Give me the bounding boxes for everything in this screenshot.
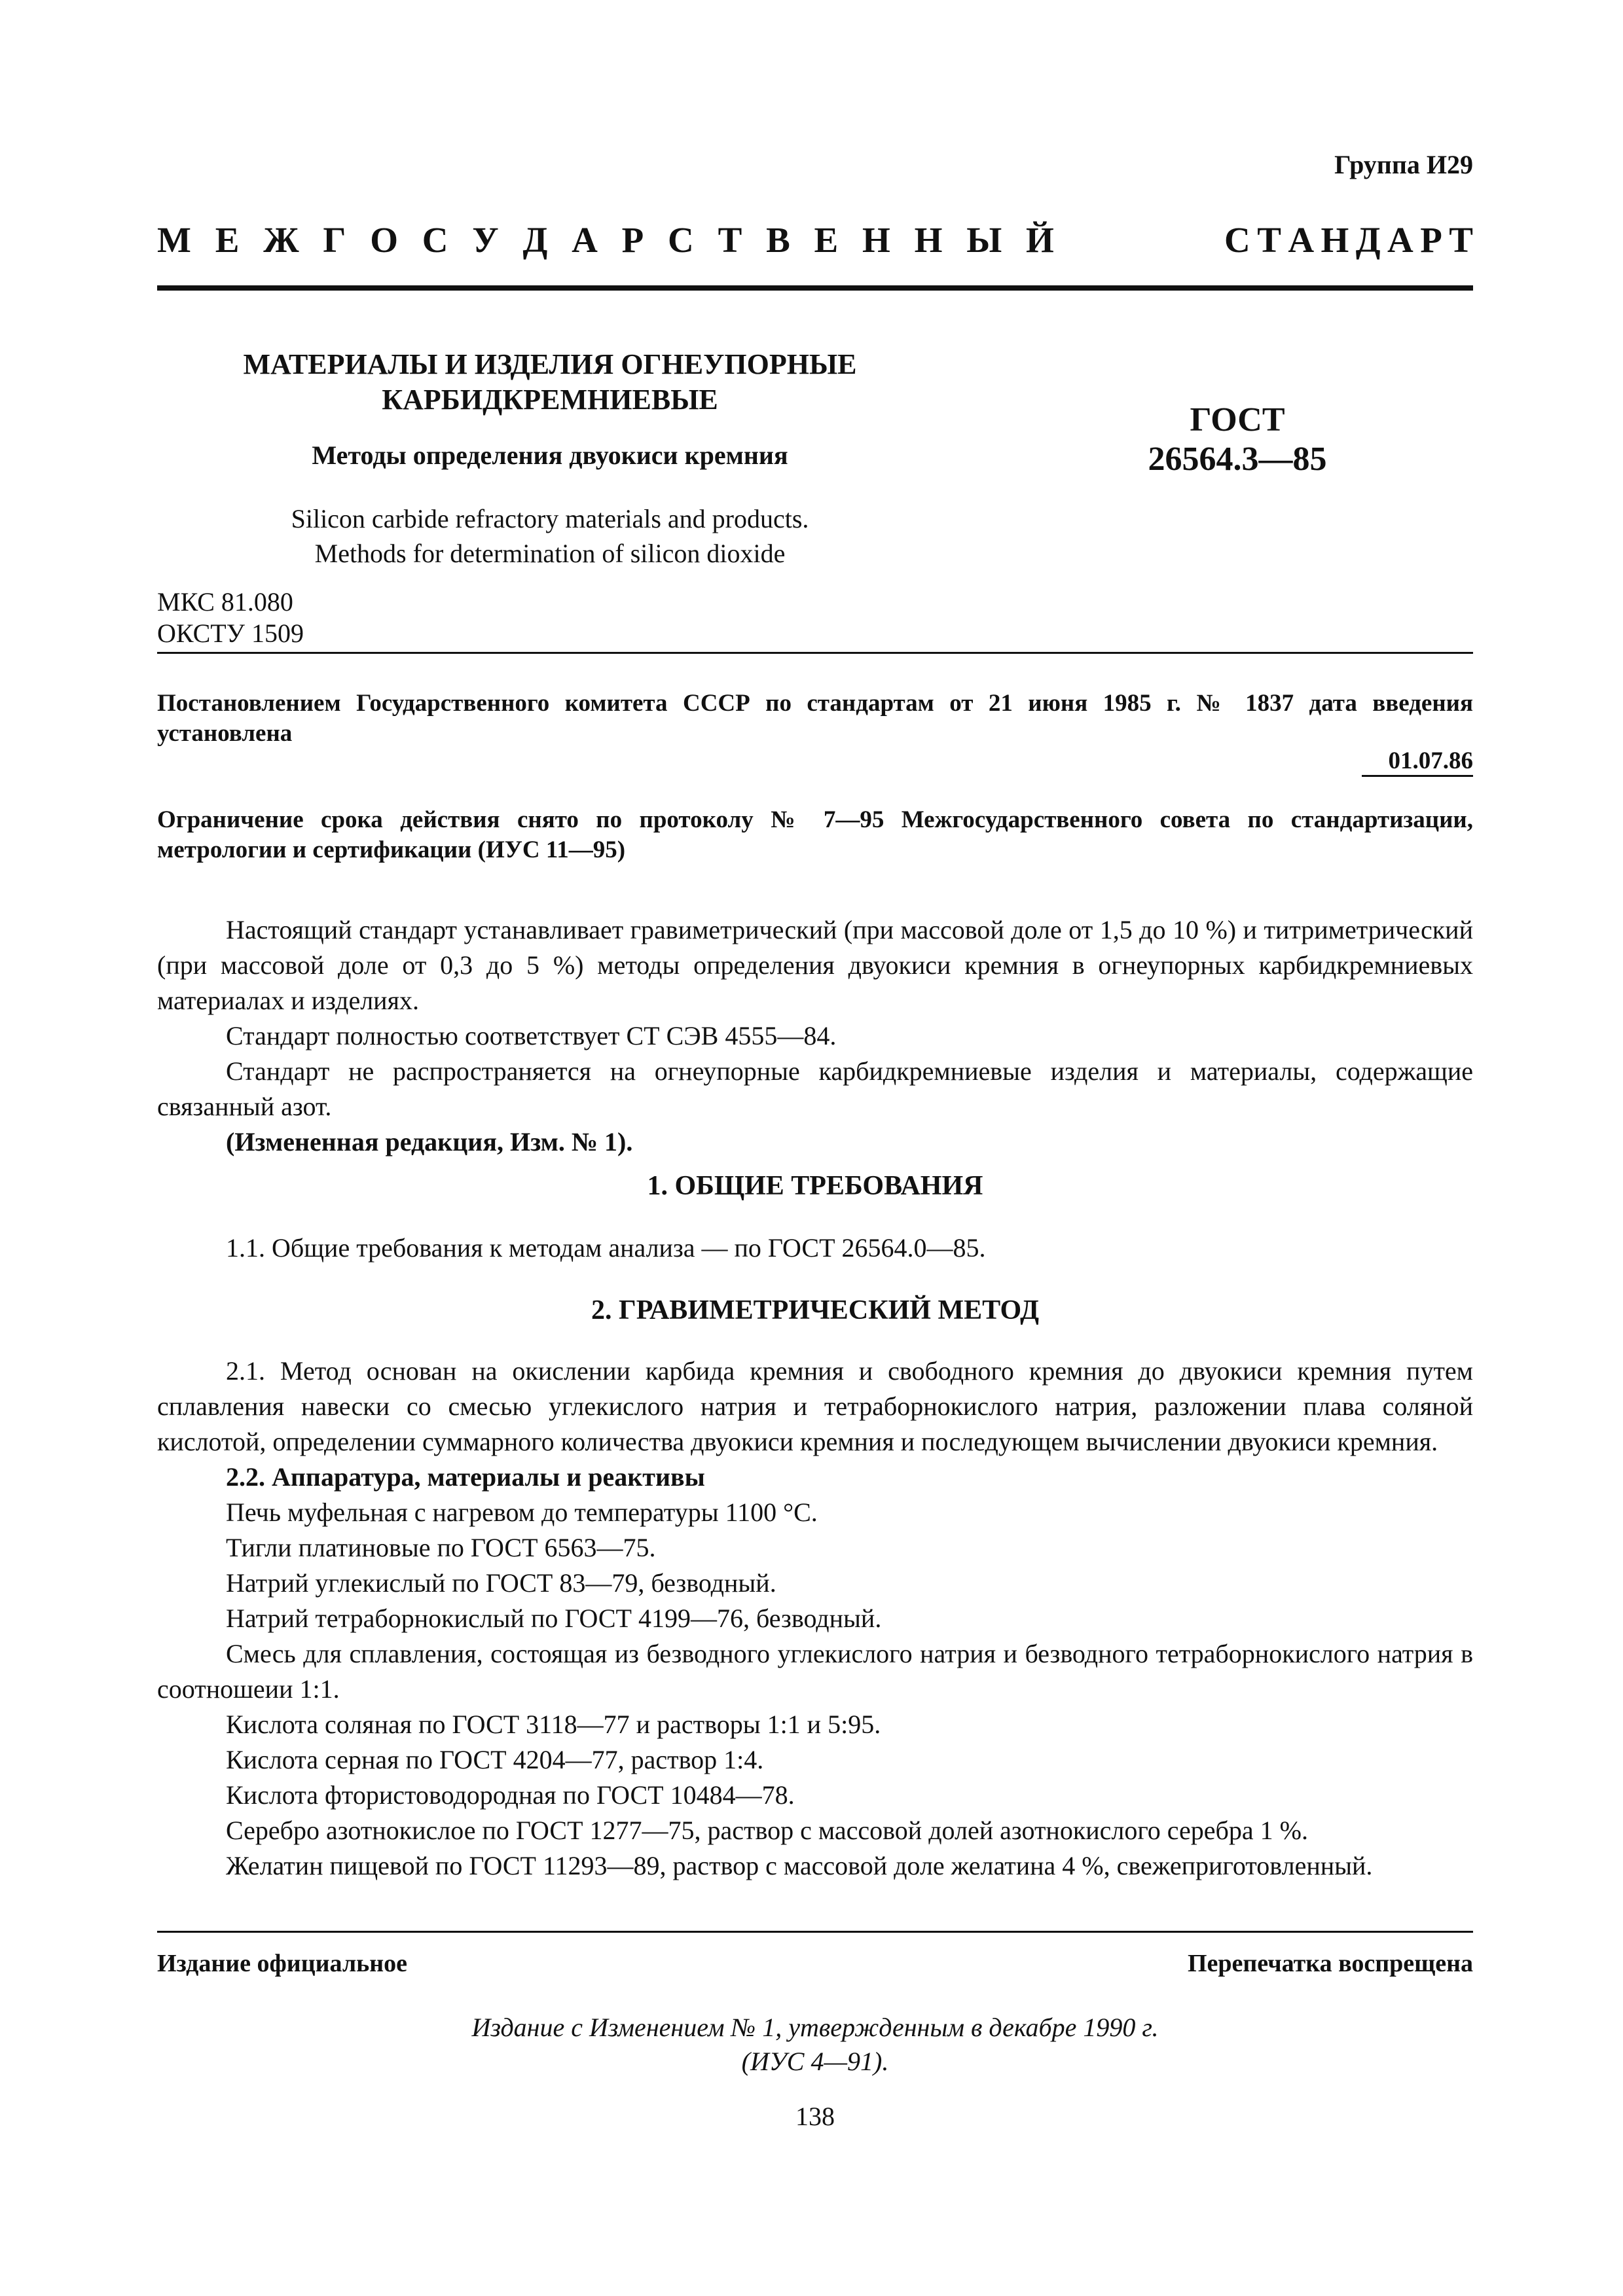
section-1-heading: 1. ОБЩИЕ ТРЕБОВАНИЯ — [647, 1171, 983, 1201]
standard-banner — [157, 219, 1473, 272]
banner-letter: С — [422, 220, 448, 260]
banner-letter: Р — [621, 220, 644, 260]
footer-row — [157, 1949, 1473, 1978]
banner-letter: С — [668, 220, 694, 260]
banner-letter: Е — [814, 220, 839, 260]
title-line-2: КАРБИДКРЕМНИЕВЫЕ — [382, 384, 718, 416]
banner-letter: Т — [718, 220, 742, 260]
section-2-heading: 2. ГРАВИМЕТРИЧЕСКИЙ МЕТОД — [591, 1295, 1040, 1325]
classification-codes — [157, 586, 304, 649]
clause-2-2-heading: 2.2. Аппаратура, материалы и реактивы — [226, 1462, 705, 1492]
banner-letter: Р — [1420, 220, 1442, 260]
intro-block — [157, 912, 1473, 1160]
intro-paragraph-3: Стандарт не распространяется на огнеупорные карбидкремниевые изделия и материалы, содержащие связанный азот. — [157, 1056, 1473, 1121]
decree-date: 01.07.86 — [1388, 747, 1473, 774]
clause-2-1: 2.1. Метод основан на окислении карбида кремния и свободного кремния до двуокиси кремния путем сплавления навески со смесью углекислого натрия и тетраборнокислого натрия, разложении плава соляной кислотой, определении суммарного количества двуокиси кремния и последующем вычислении двуокиси кремния. — [157, 1356, 1473, 1456]
section-1-body — [157, 1230, 1473, 1266]
banner-letter: Й — [1026, 220, 1054, 260]
equipment-item: Кислота фтористоводородная по ГОСТ 10484—78. — [226, 1780, 795, 1810]
banner-letter: С — [1224, 220, 1250, 260]
edition-note — [157, 2011, 1473, 2079]
equipment-item: Натрий углекислый по ГОСТ 83—79, безводный. — [226, 1568, 776, 1598]
banner-letter: Т — [1449, 220, 1473, 260]
banner-word-interstate — [157, 219, 1054, 272]
equipment-item: Тигли платиновые по ГОСТ 6563—75. — [226, 1533, 656, 1562]
fusion-mixture-item: Смесь для сплавления, состоящая из безводного углекислого натрия и безводного тетраборнокислого натрия в соотношеии 1:1. — [157, 1639, 1473, 1704]
official-edition-label: Издание официальное — [157, 1950, 408, 1977]
group-label: Группа И29 — [1334, 150, 1473, 179]
gost-number: 26564.3—85 — [1148, 440, 1327, 478]
banner-letter: М — [157, 220, 191, 260]
english-title — [196, 501, 903, 571]
page-number: 138 — [795, 2102, 835, 2131]
footer-rule — [157, 1931, 1473, 1933]
banner-letter: Н — [1321, 220, 1349, 260]
gost-designation — [1074, 401, 1401, 479]
title-line-1: МАТЕРИАЛЫ И ИЗДЕЛИЯ ОГНЕУПОРНЫЕ — [243, 348, 857, 380]
header-rule — [157, 285, 1473, 291]
banner-letter: У — [472, 220, 499, 260]
banner-letter: Ж — [263, 220, 299, 260]
banner-letter: Т — [1257, 220, 1281, 260]
limitation-text: Ограничение срока действия снято по протоколу № 7—95 Межгосударственного совета по стандартизации, метрологии и сертификации (ИУС 11—95) — [157, 806, 1473, 863]
intro-paragraph-1: Настоящий стандарт устанавливает гравиметрический (при массовой доле от 1,5 до 10 %) и титриметрический (при массовой доле от 0,3 до 5 %) методы определения двуокиси кремния в огнеупорных карбидкремниевых материалах и изделиях. — [157, 915, 1473, 1015]
banner-letter: Д — [522, 220, 548, 260]
edition-note-line-1: Издание с Изменением № 1, утвержденным в декабре 1990 г. — [471, 2013, 1159, 2042]
banner-letter: Н — [862, 220, 890, 260]
amendment-note: (Измененная редакция, Изм. № 1). — [226, 1127, 633, 1157]
gost-label: ГОСТ — [1190, 401, 1285, 439]
gelatin-item: Желатин пищевой по ГОСТ 11293—89, раствор с массовой доле желатина 4 %, свежеприготовленный. — [226, 1851, 1373, 1880]
banner-letter: Е — [215, 220, 240, 260]
banner-letter: В — [766, 220, 790, 260]
equipment-item: Кислота соляная по ГОСТ 3118—77 и растворы 1:1 и 5:95. — [226, 1710, 881, 1739]
reprint-prohibited-label: Перепечатка воспрещена — [1187, 1950, 1473, 1977]
document-subtitle: Методы определения двуокиси кремния — [312, 440, 788, 470]
banner-letter: А — [1387, 220, 1413, 260]
banner-letter: А — [1288, 220, 1315, 260]
clause-1-1: 1.1. Общие требования к методам анализа — по ГОСТ 26564.0—85. — [226, 1233, 986, 1263]
edition-note-line-2: (ИУС 4—91). — [741, 2047, 889, 2076]
banner-letter: Н — [914, 220, 943, 260]
banner-word-standard — [1224, 219, 1473, 272]
date-underline — [1362, 775, 1473, 777]
banner-letter: О — [370, 220, 398, 260]
okstu-code: ОКСТУ 1509 — [157, 619, 304, 648]
decree-text: Постановлением Государственного комитета СССР по стандартам от 21 июня 1985 г. № 1837 дата введения установлена — [157, 690, 1473, 747]
equipment-item: Натрий тетраборнокислый по ГОСТ 4199—76, безводный. — [226, 1604, 882, 1633]
banner-letter: А — [572, 220, 598, 260]
equipment-item: Серебро азотнокислое по ГОСТ 1277—75, раствор с массовой долей азотнокислого серебра 1 %. — [226, 1816, 1308, 1845]
document-title — [196, 347, 903, 418]
codes-rule — [157, 652, 1473, 654]
banner-letter: Д — [1355, 220, 1381, 260]
equipment-item: Кислота серная по ГОСТ 4204—77, раствор 1:4. — [226, 1745, 764, 1774]
english-title-line-2: Methods for determination of silicon dioxide — [314, 539, 786, 568]
intro-paragraph-2: Стандарт полностью соответствует СТ СЭВ 4555—84. — [226, 1021, 837, 1050]
banner-letter: Ы — [966, 220, 1002, 260]
mks-code: МКС 81.080 — [157, 587, 293, 617]
english-title-line-1: Silicon carbide refractory materials and products. — [291, 504, 809, 533]
banner-letter: Г — [323, 220, 346, 260]
section-2-body — [157, 1354, 1473, 1884]
equipment-item: Печь муфельная с нагревом до температуры 1100 °C. — [226, 1498, 818, 1527]
